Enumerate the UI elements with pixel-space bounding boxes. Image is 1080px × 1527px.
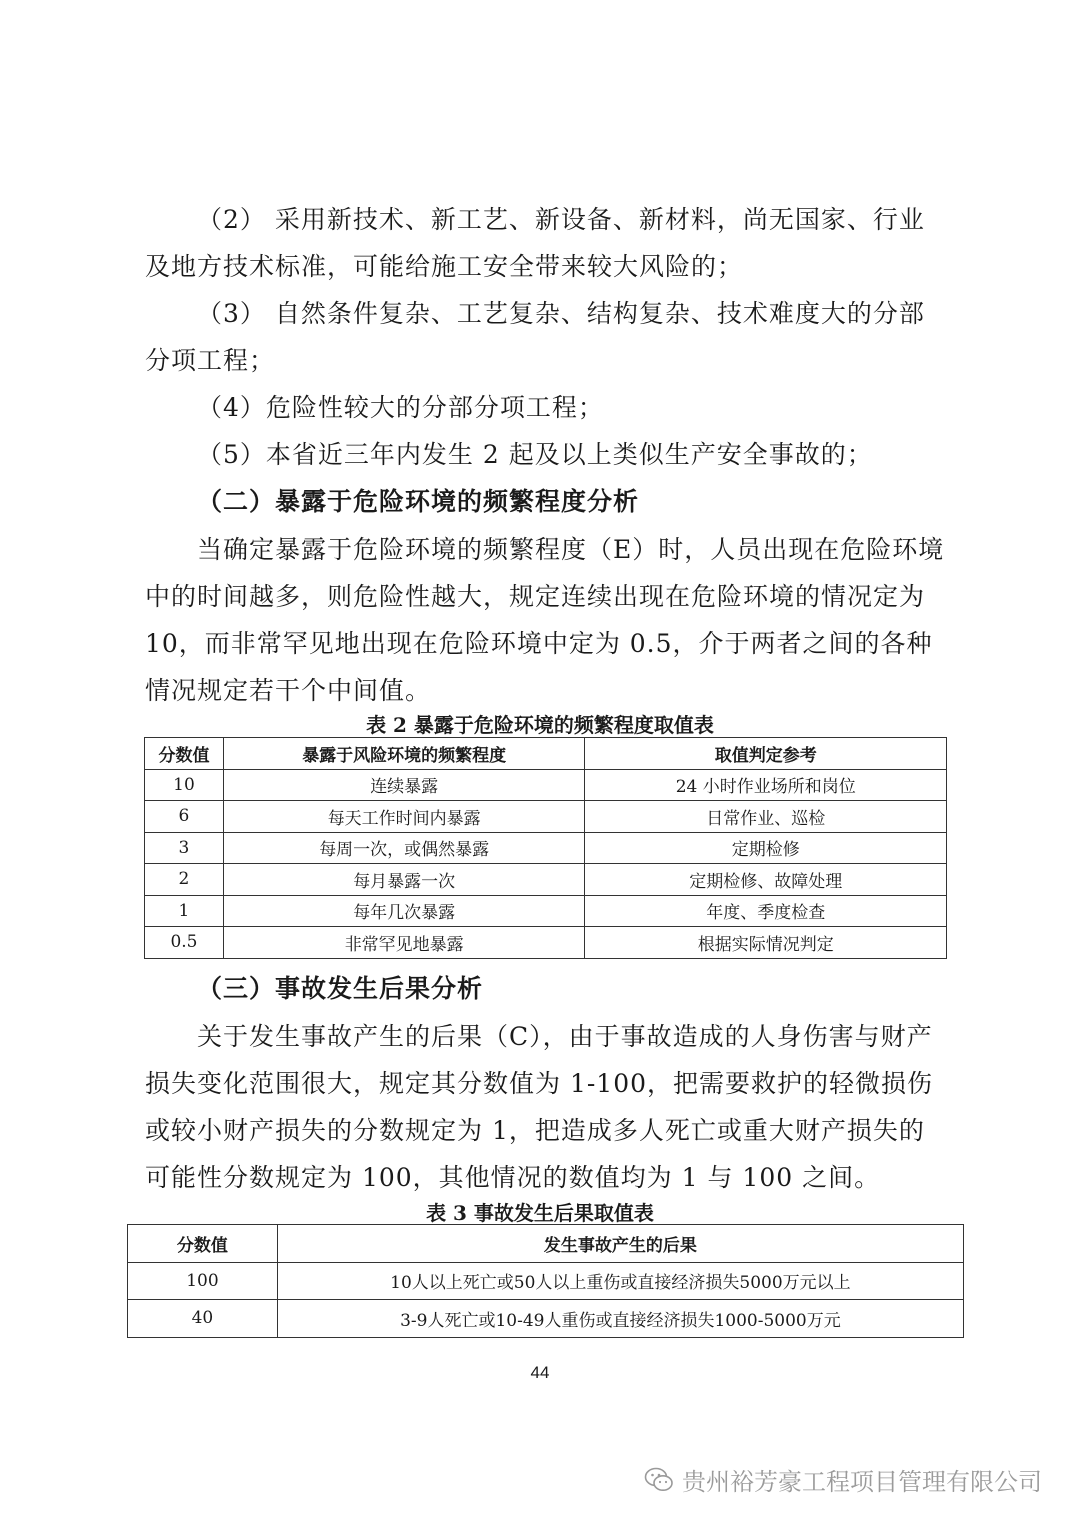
table-row xyxy=(145,927,947,959)
paragraph-item-4: （4）危险性较大的分部分项工程； xyxy=(197,393,604,422)
table-cell: 连续暴露 xyxy=(223,769,585,801)
table-cell: 2 xyxy=(145,864,224,896)
table-cell: 100 xyxy=(128,1262,278,1300)
table-header-cell: 分数值 xyxy=(128,1225,278,1263)
table3-caption: 表 3 事故发生后果取值表 xyxy=(426,1201,654,1225)
table-cell: 3-9人死亡或10-49人重伤或直接经济损失1000-5000万元 xyxy=(277,1300,963,1338)
table-cell: 定期检修 xyxy=(585,832,947,864)
table-cell: 年度、季度检查 xyxy=(585,895,947,927)
section-heading-exposure: （二）暴露于危险环境的频繁程度分析 xyxy=(197,487,640,516)
exposure-frequency-table xyxy=(144,737,947,959)
table-header-cell: 暴露于风险环境的频繁程度 xyxy=(223,738,585,770)
page-number: 44 xyxy=(530,1363,550,1382)
table-row xyxy=(145,832,947,864)
table-header-cell: 发生事故产生的后果 xyxy=(277,1225,963,1263)
consequence-table xyxy=(127,1224,964,1338)
table-row xyxy=(128,1300,964,1338)
table-cell: 每年几次暴露 xyxy=(223,895,585,927)
table-cell: 日常作业、巡检 xyxy=(585,801,947,833)
table-row xyxy=(145,769,947,801)
table-cell: 每天工作时间内暴露 xyxy=(223,801,585,833)
table-cell: 定期检修、故障处理 xyxy=(585,864,947,896)
watermark-text: 贵州裕芳豪工程项目管理有限公司 xyxy=(682,1468,1042,1496)
paragraph-item-2: （2） 采用新技术、新工艺、新设备、新材料，尚无国家、行业及地方技术标准，可能给施工安全带来较大风险的； xyxy=(145,205,925,281)
table-row xyxy=(145,801,947,833)
table-header-cell: 分数值 xyxy=(145,738,224,770)
paragraph-exposure-body: 当确定暴露于危险环境的频繁程度（E）时，人员出现在危险环境中的时间越多，则危险性越大，规定连续出现在危险环境的情况定为 10，而非常罕见地出现在危险环境中定为 0.5，介于两者之间的各种情况规定若干个中间值。 xyxy=(145,535,945,705)
table-cell: 10 xyxy=(145,769,224,801)
wechat-icon xyxy=(644,1467,674,1493)
table-cell: 非常罕见地暴露 xyxy=(223,927,585,959)
watermark xyxy=(644,1462,1042,1497)
paragraph-item-3: （3） 自然条件复杂、工艺复杂、结构复杂、技术难度大的分部分项工程； xyxy=(145,299,925,375)
table-cell: 40 xyxy=(128,1300,278,1338)
table-cell: 3 xyxy=(145,832,224,864)
section-heading-consequence: （三）事故发生后果分析 xyxy=(197,974,484,1003)
table-cell: 24 小时作业场所和岗位 xyxy=(585,769,947,801)
table-cell: 0.5 xyxy=(145,927,224,959)
table-header-cell: 取值判定参考 xyxy=(585,738,947,770)
table-row xyxy=(145,864,947,896)
table-cell: 6 xyxy=(145,801,224,833)
table-cell: 10人以上死亡或50人以上重伤或直接经济损失5000万元以上 xyxy=(277,1262,963,1300)
paragraph-consequence-body: 关于发生事故产生的后果（C），由于事故造成的人身伤害与财产损失变化范围很大，规定其分数值为 1-100，把需要救护的轻微损伤或较小财产损失的分数规定为 1，把造成多人死亡或重大财产损失的可能性分数规定为 100，其他情况的数值均为 1 与 100 之间。 xyxy=(145,1022,934,1192)
table-cell: 1 xyxy=(145,895,224,927)
table-header-row xyxy=(145,738,947,770)
table-header-row xyxy=(128,1225,964,1263)
table-row xyxy=(128,1262,964,1300)
table-cell: 每周一次，或偶然暴露 xyxy=(223,832,585,864)
table-row xyxy=(145,895,947,927)
table2-caption: 表 2 暴露于危险环境的频繁程度取值表 xyxy=(366,713,714,737)
paragraph-item-5: （5）本省近三年内发生 2 起及以上类似生产安全事故的； xyxy=(197,440,873,469)
table-cell: 每月暴露一次 xyxy=(223,864,585,896)
table-cell: 根据实际情况判定 xyxy=(585,927,947,959)
